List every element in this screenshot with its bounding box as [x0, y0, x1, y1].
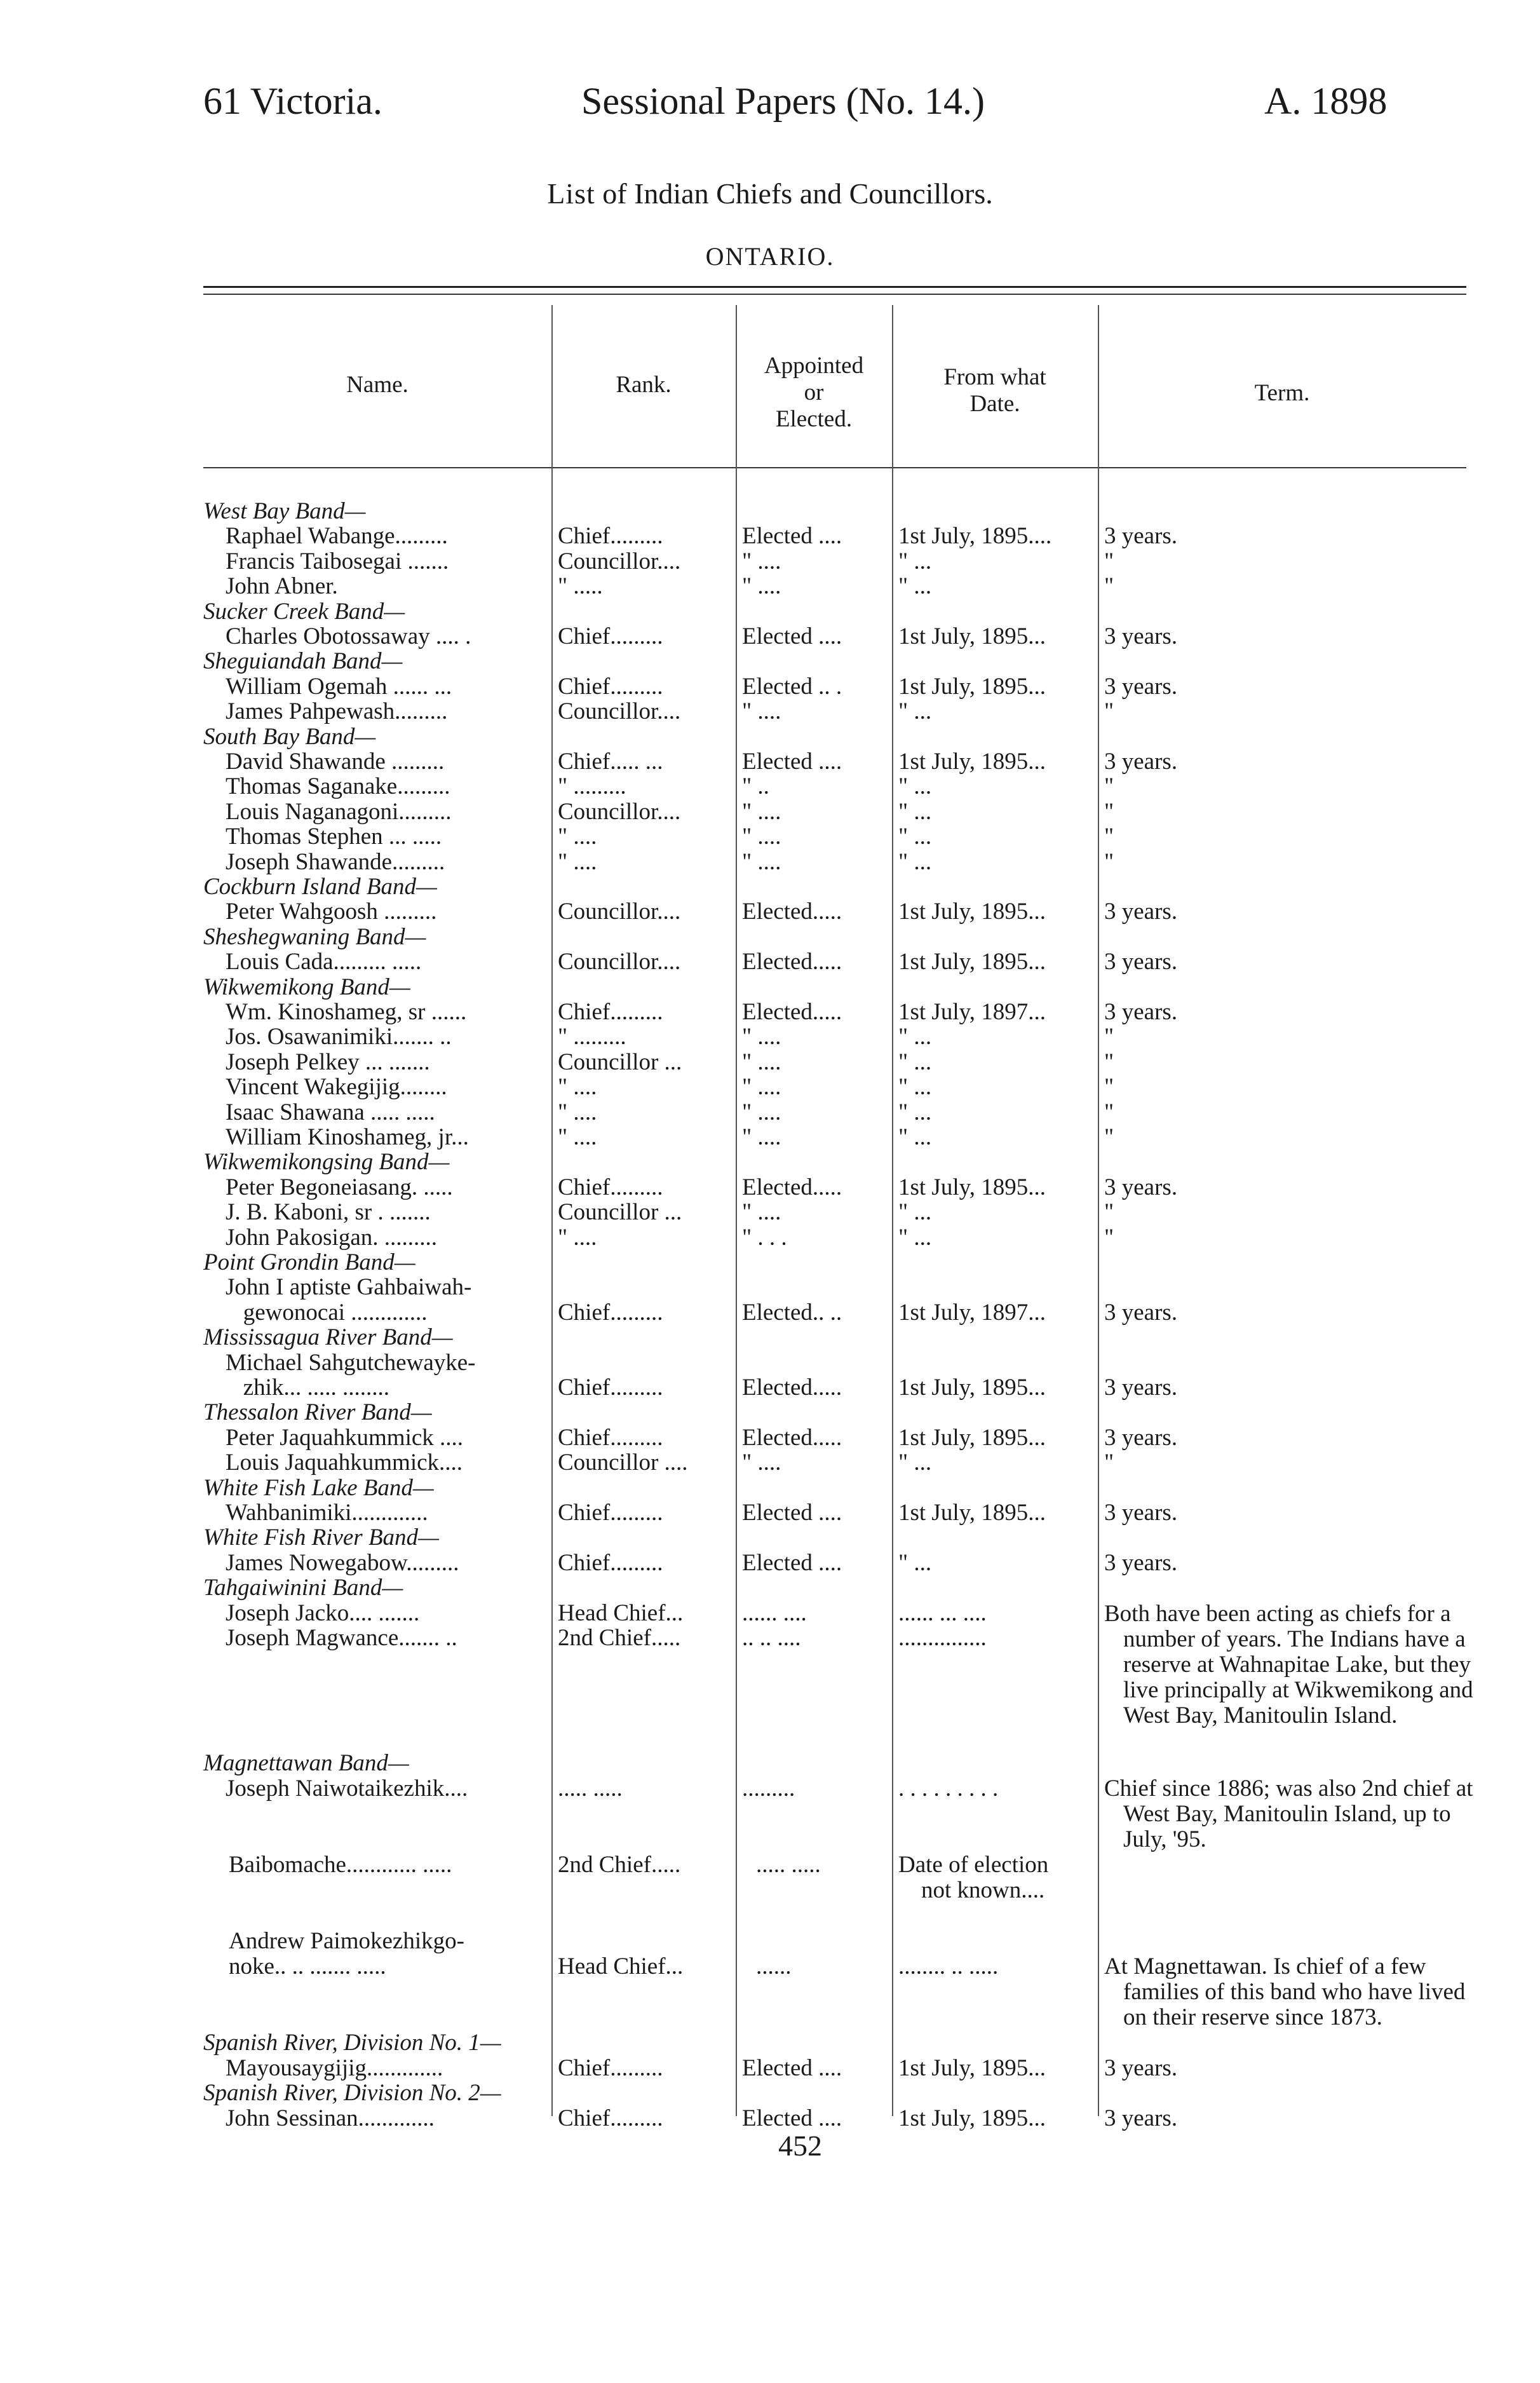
band-heading: Wikwemikongsing Band— — [203, 1149, 450, 1176]
column-header-rank: Rank. — [616, 372, 672, 398]
date-cell: 1st July, 1895... — [898, 623, 1046, 649]
date-cell: 1st July, 1895... — [898, 899, 1046, 925]
appointed-cell: Elected..... — [742, 949, 842, 975]
term-cell: 3 years. — [1104, 999, 1178, 1025]
name-cell: Joseph Pelkey ... ....... — [226, 1049, 430, 1075]
name-cell: Mayousaygijig............. — [226, 2054, 443, 2081]
rank-cell: " .... — [558, 848, 597, 875]
appointed-cell: Elected .... — [742, 2105, 842, 2131]
appointed-cell: " .... — [742, 798, 781, 825]
term-cell: " — [1104, 798, 1114, 825]
appointed-cell: " . . . — [742, 1224, 787, 1251]
rank-cell: Chief......... — [558, 999, 663, 1025]
rank-baibomache: 2nd Chief..... — [558, 1852, 681, 1878]
band-heading: Mississagua River Band— — [203, 1324, 453, 1351]
running-header-right: A. 1898 — [1264, 80, 1388, 122]
name-cell: Charles Obotossaway .... . — [226, 623, 471, 649]
appointed-cell: Elected .... — [742, 1500, 842, 1526]
band-heading: Spanish River, Division No. 2— — [203, 2080, 501, 2106]
note-tahgaiwinini: Both have been acting as chiefs for a number of years. The Indians have a reserve at Wahnapitae Lake, but they live principally at Wikwemikong and West Bay, Manitoulin Island. — [1104, 1601, 1473, 1728]
rank-cell: " .... — [558, 1074, 597, 1101]
date-andrew: ........ .. ..... — [898, 1953, 999, 1979]
name-cell: Peter Wahgoosh ......... — [226, 899, 437, 925]
appointed-cell: " .... — [742, 548, 781, 574]
rank-cell: Chief......... — [558, 2105, 663, 2131]
term-cell: 3 years. — [1104, 1174, 1178, 1200]
date-cell: ............... — [898, 1625, 987, 1651]
name-cell: Louis Jaquahkummick.... — [226, 1449, 463, 1476]
rank-cell: " .... — [558, 824, 597, 850]
date-cell: " ... — [898, 773, 932, 800]
name-cell: Joseph Shawande......... — [226, 848, 445, 875]
band-heading: Point Grondin Band— — [203, 1249, 415, 1275]
appointed-cell: " .... — [742, 848, 781, 875]
column-header-appointed: Appointed or Elected. — [764, 353, 864, 432]
date-cell: " ... — [898, 824, 932, 850]
name-cell: Wm. Kinoshameg, sr ...... — [226, 999, 467, 1025]
date-cell: 1st July, 1895... — [898, 1174, 1046, 1200]
rank-cell: Chief..... ... — [558, 749, 663, 775]
term-cell: 3 years. — [1104, 623, 1178, 649]
term-cell: 3 years. — [1104, 1500, 1178, 1526]
date-cell: " ... — [898, 698, 932, 725]
appointed-cell: " .... — [742, 1024, 781, 1050]
date-cell: 1st July, 1895... — [898, 949, 1046, 975]
name-andrew-1: Andrew Paimokezhikgo- — [229, 1928, 464, 1954]
name-cell: John Abner. — [226, 573, 338, 600]
date-cell: 1st July, 1895... — [898, 749, 1046, 775]
running-header-center: Sessional Papers (No. 14.) — [581, 80, 985, 122]
rank-cell: " .... — [558, 1099, 597, 1125]
appointed-cell: Elected .... — [742, 749, 842, 775]
date-baibomache-1: Date of election — [898, 1852, 1049, 1878]
appointed-cell: " .... — [742, 1199, 781, 1226]
name-cell: David Shawande ......... — [226, 749, 445, 775]
date-cell: 1st July, 1895... — [898, 1500, 1046, 1526]
rank-cell: Chief......... — [558, 623, 663, 649]
band-heading: Spanish River, Division No. 1— — [203, 2030, 501, 2056]
term-cell: " — [1104, 824, 1114, 850]
name-andrew-2: noke.. .. ....... ..... — [229, 1953, 386, 1979]
appointed-cell: Elected..... — [742, 1424, 842, 1451]
appointed-cell: " .... — [742, 1124, 781, 1150]
name-cell: Jos. Osawanimiki....... .. — [226, 1024, 452, 1050]
band-heading: White Fish Lake Band— — [203, 1474, 434, 1501]
header-bottom-rule — [203, 467, 1466, 468]
name-cell: William Ogemah ...... ... — [226, 673, 452, 700]
term-cell: " — [1104, 698, 1114, 725]
title-rest: of Indian Chiefs and Councillors. — [595, 177, 993, 210]
date-cell: " ... — [898, 1099, 932, 1125]
name-cell: Raphael Wabange......... — [226, 523, 448, 550]
term-cell: 3 years. — [1104, 1549, 1178, 1576]
name-cell: Joseph Naiwotaikezhik.... — [226, 1775, 468, 1802]
appointed-cell: " .. — [742, 773, 769, 800]
appointed-cell: Elected .... — [742, 1549, 842, 1576]
appointed-cell: Elected .... — [742, 623, 842, 649]
appointed-cell: Elected .. . — [742, 673, 842, 700]
title-prefix: List — [547, 177, 595, 210]
date-cell: 1st July, 1895.... — [898, 523, 1052, 550]
rank-cell: Head Chief... — [558, 1599, 684, 1626]
column-divider-4 — [1098, 305, 1099, 2116]
appointed-cell: .. .. .... — [742, 1625, 801, 1651]
date-cell: " ... — [898, 1049, 932, 1075]
note-andrew: At Magnettawan. Is chief of a few families of this band who have lived on their reserve since 1873. — [1104, 1953, 1466, 2030]
band-heading: White Fish River Band— — [203, 1524, 439, 1551]
appt-baibomache: ..... ..... — [756, 1852, 821, 1878]
page-number: 452 — [778, 2129, 822, 2162]
term-cell: " — [1104, 1099, 1114, 1125]
band-heading: West Bay Band— — [203, 498, 366, 524]
rank-cell: Chief......... — [558, 1500, 663, 1526]
appointed-cell: Elected .... — [742, 523, 842, 550]
rank-cell: Councillor.... — [558, 949, 681, 975]
date-cell: " ... — [898, 1549, 932, 1576]
term-cell: " — [1104, 1049, 1114, 1075]
name-cell: gewonocai ............. — [226, 1299, 428, 1326]
rank-cell: Councillor.... — [558, 798, 681, 825]
date-cell: " ... — [898, 573, 932, 600]
date-cell: 1st July, 1895... — [898, 2105, 1046, 2131]
date-cell: " ... — [898, 1199, 932, 1226]
rank-cell: Councillor .... — [558, 1449, 688, 1476]
date-cell: " ... — [898, 798, 932, 825]
top-rule-2 — [203, 294, 1466, 295]
term-cell: 3 years. — [1104, 1424, 1178, 1451]
term-cell: " — [1104, 1024, 1114, 1050]
band-heading: Sheguiandah Band— — [203, 648, 403, 675]
name-cell: Michael Sahgutchewayke- — [226, 1349, 476, 1376]
date-cell: 1st July, 1895... — [898, 673, 1046, 700]
date-cell: . . . . . . . . . — [898, 1775, 999, 1802]
term-cell: 3 years. — [1104, 2054, 1178, 2081]
rank-cell: " .... — [558, 1224, 597, 1251]
date-cell: 1st July, 1895... — [898, 1424, 1046, 1451]
name-cell: Joseph Jacko.... ....... — [226, 1599, 420, 1626]
date-cell: " ... — [898, 1449, 932, 1476]
band-heading: Wikwemikong Band— — [203, 974, 410, 1000]
rank-cell: " .... — [558, 1124, 597, 1150]
date-cell: 1st July, 1895... — [898, 2054, 1046, 2081]
name-cell: James Pahpewash......... — [226, 698, 448, 725]
rank-cell: Chief......... — [558, 1299, 663, 1326]
name-cell: Wahbanimiki............. — [226, 1500, 428, 1526]
column-header-name: Name. — [346, 372, 409, 398]
term-cell: 3 years. — [1104, 749, 1178, 775]
name-cell: J. B. Kaboni, sr . ....... — [226, 1199, 431, 1226]
term-cell: 3 years. — [1104, 899, 1178, 925]
rank-cell: Chief......... — [558, 1375, 663, 1401]
name-cell: Joseph Magwance....... .. — [226, 1625, 457, 1651]
band-heading: Sheshegwaning Band— — [203, 923, 426, 950]
term-cell: " — [1104, 548, 1114, 574]
appointed-cell: " .... — [742, 824, 781, 850]
name-cell: Louis Cada......... ..... — [226, 949, 422, 975]
term-cell: " — [1104, 1199, 1114, 1226]
band-heading: Thessalon River Band— — [203, 1399, 432, 1426]
name-cell: zhik... ..... ........ — [226, 1375, 389, 1401]
name-cell: William Kinoshameg, jr... — [226, 1124, 469, 1150]
term-cell: 3 years. — [1104, 1375, 1178, 1401]
appt-andrew: ...... — [756, 1953, 792, 1979]
name-cell: Louis Naganagoni......... — [226, 798, 452, 825]
column-divider-3 — [892, 305, 893, 2116]
name-cell: John Sessinan............. — [226, 2105, 435, 2131]
running-header-left: 61 Victoria. — [203, 80, 382, 122]
province-heading: ONTARIO. — [705, 242, 835, 271]
band-heading: Tahgaiwinini Band— — [203, 1575, 403, 1601]
name-cell: Francis Taibosegai ....... — [226, 548, 449, 574]
term-cell: 3 years. — [1104, 1299, 1178, 1326]
rank-cell: Chief......... — [558, 2054, 663, 2081]
term-cell: 3 years. — [1104, 949, 1178, 975]
name-cell: Vincent Wakegijig........ — [226, 1074, 447, 1101]
term-cell: " — [1104, 848, 1114, 875]
name-cell: Isaac Shawana ..... ..... — [226, 1099, 435, 1125]
date-cell: " ... — [898, 1024, 932, 1050]
rank-cell: Chief......... — [558, 523, 663, 550]
column-header-term: Term. — [1254, 380, 1310, 406]
date-cell: 1st July, 1895... — [898, 1375, 1046, 1401]
term-cell: 3 years. — [1104, 2105, 1178, 2131]
rank-cell: Chief......... — [558, 673, 663, 700]
name-baibomache: Baibomache............ ..... — [229, 1852, 452, 1878]
term-cell: " — [1104, 1074, 1114, 1101]
rank-cell: Councillor ... — [558, 1049, 682, 1075]
column-header-from-date: From what Date. — [943, 364, 1046, 417]
document-title — [0, 177, 1540, 210]
date-cell: " ... — [898, 1224, 932, 1251]
term-cell: " — [1104, 1224, 1114, 1251]
name-cell: Peter Begoneiasang. ..... — [226, 1174, 453, 1200]
top-rule — [203, 286, 1466, 288]
name-cell: Thomas Saganake......... — [226, 773, 450, 800]
appointed-cell: " .... — [742, 573, 781, 600]
date-cell: 1st July, 1897... — [898, 1299, 1046, 1326]
rank-cell: Chief......... — [558, 1549, 663, 1576]
term-cell: " — [1104, 573, 1114, 600]
name-cell: James Nowegabow......... — [226, 1549, 459, 1576]
rank-cell: " ......... — [558, 1024, 626, 1050]
name-cell: John I aptiste Gahbaiwah- — [226, 1274, 472, 1301]
term-cell: 3 years. — [1104, 673, 1178, 700]
rank-cell: Councillor.... — [558, 899, 681, 925]
term-cell: " — [1104, 1124, 1114, 1150]
date-cell: " ... — [898, 548, 932, 574]
date-cell: ...... ... .... — [898, 1599, 987, 1626]
term-cell: 3 years. — [1104, 523, 1178, 550]
date-cell: " ... — [898, 848, 932, 875]
appointed-cell: " .... — [742, 1099, 781, 1125]
term-cell: " — [1104, 1449, 1114, 1476]
band-heading: Magnettawan Band— — [203, 1750, 409, 1776]
name-cell: John Pakosigan. ......... — [226, 1224, 437, 1251]
rank-cell: 2nd Chief..... — [558, 1625, 681, 1651]
rank-cell: Councillor.... — [558, 548, 681, 574]
appointed-cell: Elected .... — [742, 2054, 842, 2081]
date-cell: " ... — [898, 1074, 932, 1101]
name-cell: Thomas Stephen ... ..... — [226, 824, 442, 850]
rank-cell: Councillor.... — [558, 698, 681, 725]
date-cell: " ... — [898, 1124, 932, 1150]
appointed-cell: Elected..... — [742, 999, 842, 1025]
date-cell: 1st July, 1897... — [898, 999, 1046, 1025]
rank-cell: " ..... — [558, 573, 603, 600]
note-naiwotaikezhik: Chief since 1886; was also 2nd chief at West Bay, Manitoulin Island, up to July, '95. — [1104, 1775, 1473, 1852]
band-heading: South Bay Band— — [203, 723, 376, 750]
column-divider-1 — [551, 305, 553, 2116]
appointed-cell: Elected..... — [742, 899, 842, 925]
column-divider-2 — [736, 305, 737, 2116]
rank-andrew: Head Chief... — [558, 1953, 684, 1979]
appointed-cell: " .... — [742, 1449, 781, 1476]
appointed-cell: Elected..... — [742, 1174, 842, 1200]
rank-cell: Chief......... — [558, 1174, 663, 1200]
appointed-cell: " .... — [742, 1049, 781, 1075]
band-heading: Cockburn Island Band— — [203, 874, 437, 900]
rank-cell: " ......... — [558, 773, 626, 800]
appointed-cell: Elected..... — [742, 1375, 842, 1401]
term-cell: " — [1104, 773, 1114, 800]
appointed-cell: ......... — [742, 1775, 795, 1802]
band-heading: Sucker Creek Band— — [203, 598, 405, 625]
rank-cell: Chief......... — [558, 1424, 663, 1451]
appointed-cell: " .... — [742, 1074, 781, 1101]
name-cell: Peter Jaquahkummick .... — [226, 1424, 464, 1451]
appointed-cell: Elected.. .. — [742, 1299, 842, 1326]
appointed-cell: ...... .... — [742, 1599, 807, 1626]
rank-cell: ..... ..... — [558, 1775, 623, 1802]
date-baibomache-2: not known.... — [921, 1877, 1045, 1903]
appointed-cell: " .... — [742, 698, 781, 725]
rank-cell: Councillor ... — [558, 1199, 682, 1226]
